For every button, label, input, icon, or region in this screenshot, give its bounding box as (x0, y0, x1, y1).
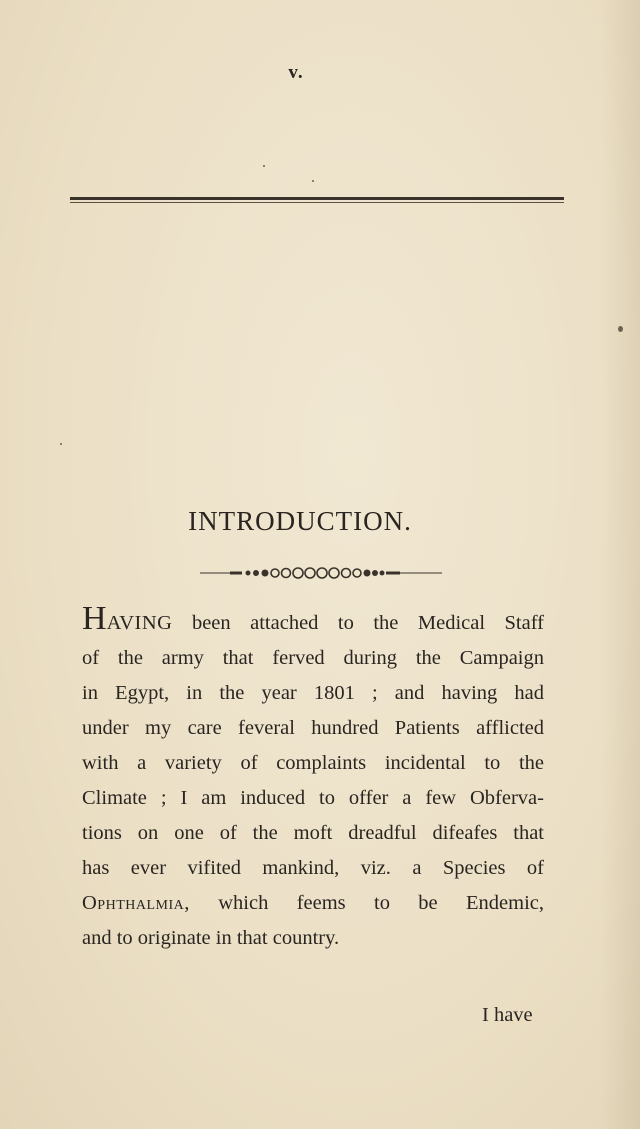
page-number: v. (288, 62, 304, 83)
paper-speck (263, 165, 265, 167)
drop-cap-initial: H (82, 600, 107, 637)
line9-rest: which feems to be Endemic, (218, 892, 544, 914)
paper-speck (312, 180, 314, 182)
catchword: I have (482, 1004, 533, 1026)
paragraph-line-8: has ever vifited mankind, viz. a Species of (82, 857, 544, 879)
paper-speck (60, 443, 62, 445)
page-edge-shadow (600, 0, 640, 1129)
paragraph-line-9 (82, 886, 544, 921)
paragraph-line-3: in Egypt, in the year 1801 ; and having had (82, 682, 544, 704)
chapter-heading: INTRODUCTION. (188, 506, 412, 536)
paragraph-line-2: of the army that ferved during the Campaign (82, 647, 544, 669)
paragraph-line-5: with a variety of complaints incidental to the (82, 752, 544, 774)
ornament-divider (200, 566, 442, 580)
paragraph-line-7: tions on one of the moft dreadful difeafes that (82, 822, 544, 844)
paragraph-line-10: and to originate in that country. (82, 927, 340, 949)
paper-speck (618, 326, 623, 332)
double-rule-divider (70, 197, 564, 200)
introduction-paragraph (82, 600, 544, 956)
line1-rest: been attached to the Medical Staff (191, 612, 544, 634)
first-word-rest: AVING (106, 612, 173, 634)
paragraph-line-1 (82, 600, 544, 641)
paragraph-line-4: under my care feveral hundred Patients afflicted (82, 717, 544, 739)
paragraph-line-6: Climate ; I am induced to offer a few Obferva- (82, 787, 544, 809)
ophthalmia-term: Ophthalmia, (82, 892, 190, 914)
